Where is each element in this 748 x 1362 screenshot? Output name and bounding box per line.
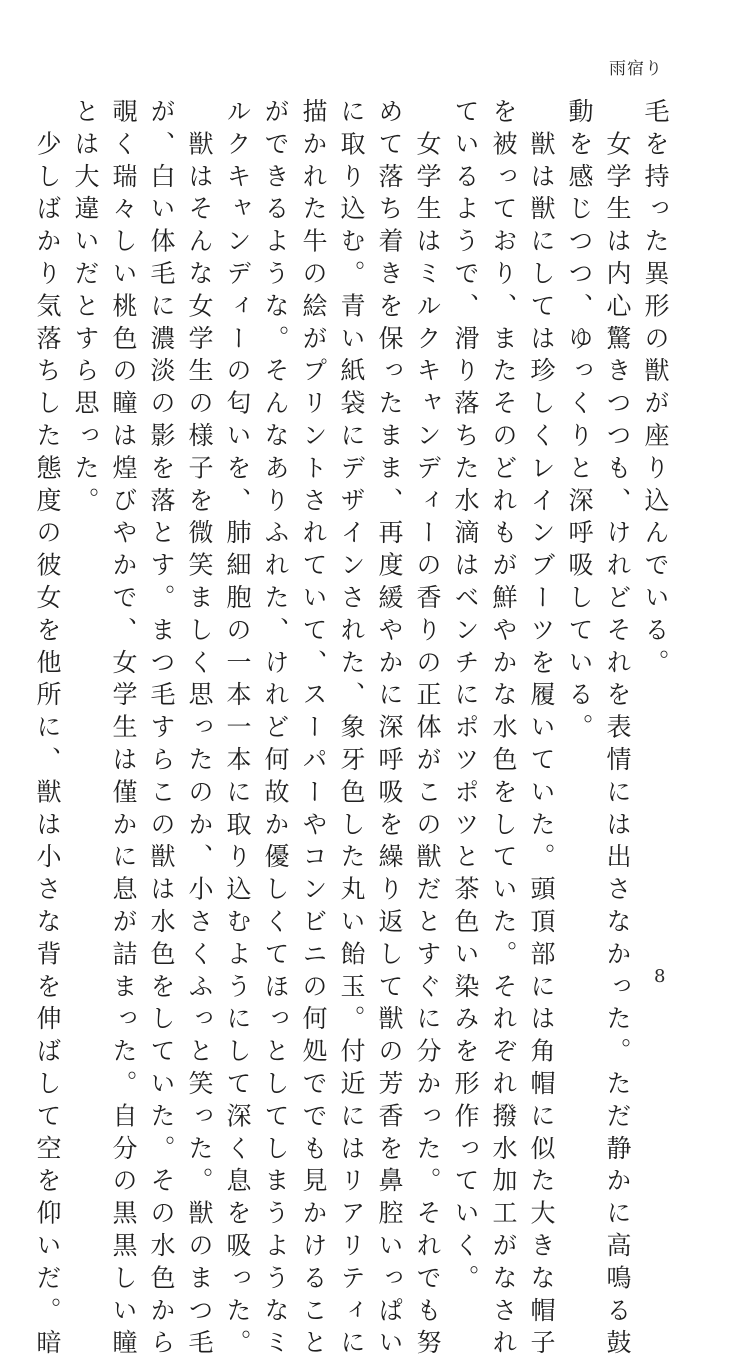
text-column: 獣は獣にしては珍しくレインブーツを履いていた。頭頂部には角帽に似た大きな帽子 (527, 98, 556, 1362)
running-head-title: 雨宿り (609, 59, 663, 79)
text-column: 動を感じつつ、ゆっくりと深呼吸している。 (565, 98, 594, 746)
vertical-body-text (33, 98, 674, 1362)
text-column: 女学生はミルクキャンディーの香りの正体がこの獣だとすぐに分かった。それでも努 (413, 98, 442, 1362)
text-column: が、白い体毛に濃淡の影を落とす。まつ毛すらこの獣は水色をしていた。その水色から (147, 98, 176, 1362)
page-number: 8 (654, 966, 666, 987)
text-column: ているようで、滑り落ちた水滴はベンチにポツポツと茶色い染みを形作っていく。 (451, 98, 480, 1297)
text-column: とは大違いだとすら思った。 (71, 98, 100, 520)
text-column: 描かれた牛の絵がプリントされていて、スーパーやコンビニの何処ででも見かけること (299, 98, 328, 1362)
text-column: を被っており、またそのどれもが鮮やかな水色をしていた。それぞれ撥水加工がなされ (489, 98, 518, 1362)
text-column: 女学生は内心驚きつつも、けれどそれを表情には出さなかった。ただ静かに高鳴る鼓 (603, 98, 632, 1362)
text-column: めて落ち着きを保ったまま、再度緩やかに深呼吸を繰り返して獣の芳香を鼻腔いっぱい (375, 98, 404, 1362)
text-column: 覗く瑞々しい桃色の瞳は煌びやかで、女学生は僅かに息が詰まった。自分の黒黒しい瞳 (109, 98, 138, 1362)
text-column: 少しばかり気落ちした態度の彼女を他所に、獣は小さな背を伸ばして空を仰いだ。暗 (33, 98, 62, 1362)
text-column: ルクキャンディーの匂いを、肺細胞の一本一本に取り込むようにして深く息を吸った。 (223, 98, 252, 1362)
text-column: に取り込む。青い紙袋にデザインされた、象牙色した丸い飴玉。付近にはリアリティに (337, 98, 366, 1362)
text-column: 毛を持った異形の獣が座り込んでいる。 (641, 98, 670, 682)
text-column: 獣はそんな女学生の様子を微笑ましく思ったのか、小さくふっと笑った。獣のまつ毛 (185, 98, 214, 1362)
text-column: ができるような。そんなありふれた、けれど何故か優しくてほっとしてしまうようなミ (261, 98, 290, 1362)
